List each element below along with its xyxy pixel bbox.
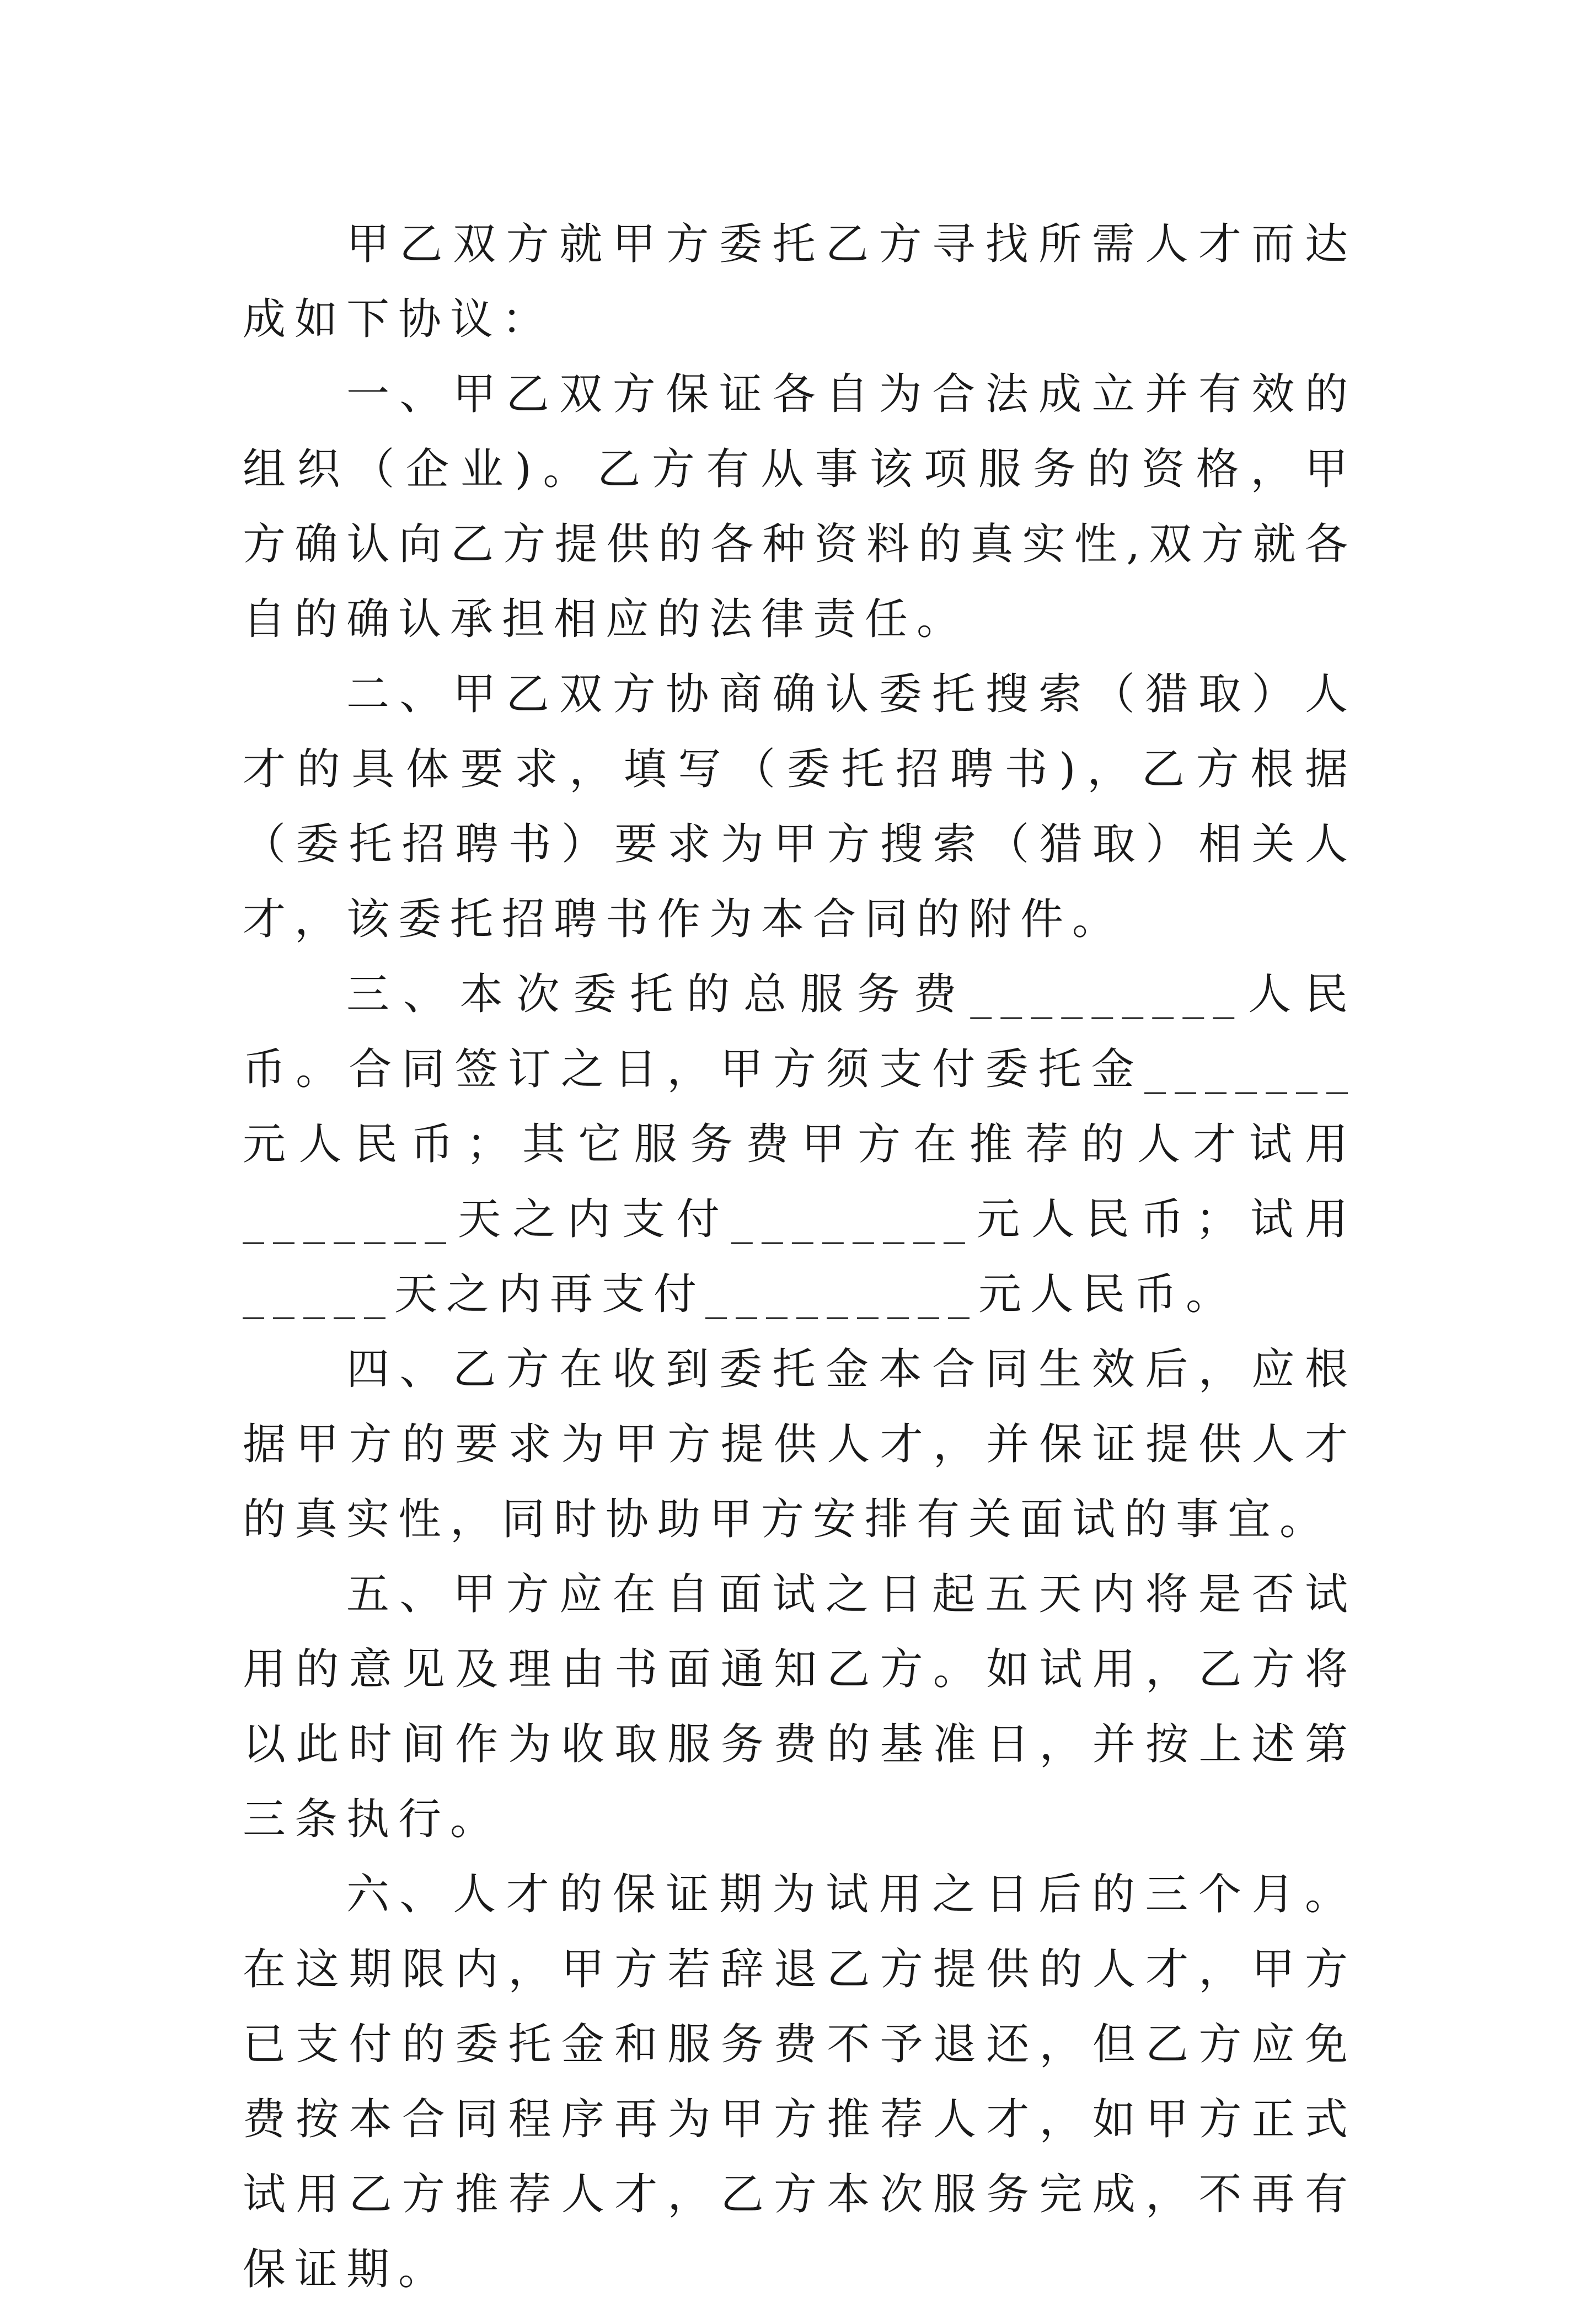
paragraph-intro: 甲乙双方就甲方委托乙方寻找所需人才而达成如下协议：	[243, 220, 1357, 344]
clause-5: 五、甲方应在自面试之日起五天内将是否试用的意见及理由书面通知乙方。如试用，乙方将以此时间作为收取服务费的基准日，并按上述第三条执行。	[243, 1570, 1357, 1844]
clause-6: 六、人才的保证期为试用之日后的三个月。在这期限内，甲方若辞退乙方提供的人才，甲方已支付的委托金和服务费不予退还，但乙方应免费按本合同程序再为甲方推荐人才，如甲方正式试用乙方推荐人才，乙方本次服务完成，不再有保证期。	[243, 1870, 1357, 2294]
document-body	[243, 207, 1357, 2307]
clause-3: 三、本次委托的总服务费_________人民币。合同签订之日，甲方须支付委托金_______元人民币；其它服务费甲方在推荐的人才试用_______天之内支付________元人民币；试用_____天之内再支付_________元人民币。	[243, 970, 1357, 1319]
clause-1: 一、甲乙双方保证各自为合法成立并有效的组织（企业)。乙方有从事该项服务的资格，甲方确认向乙方提供的各种资料的真实性,双方就各自的确认承担相应的法律责任。	[243, 370, 1357, 644]
clause-2: 二、甲乙双方协商确认委托搜索（猎取）人才的具体要求，填写（委托招聘书)，乙方根据（委托招聘书）要求为甲方搜索（猎取）相关人才，该委托招聘书作为本合同的附件。	[243, 670, 1357, 944]
clause-4: 四、乙方在收到委托金本合同生效后，应根据甲方的要求为甲方提供人才，并保证提供人才的真实性，同时协助甲方安排有关面试的事宜。	[243, 1345, 1357, 1544]
